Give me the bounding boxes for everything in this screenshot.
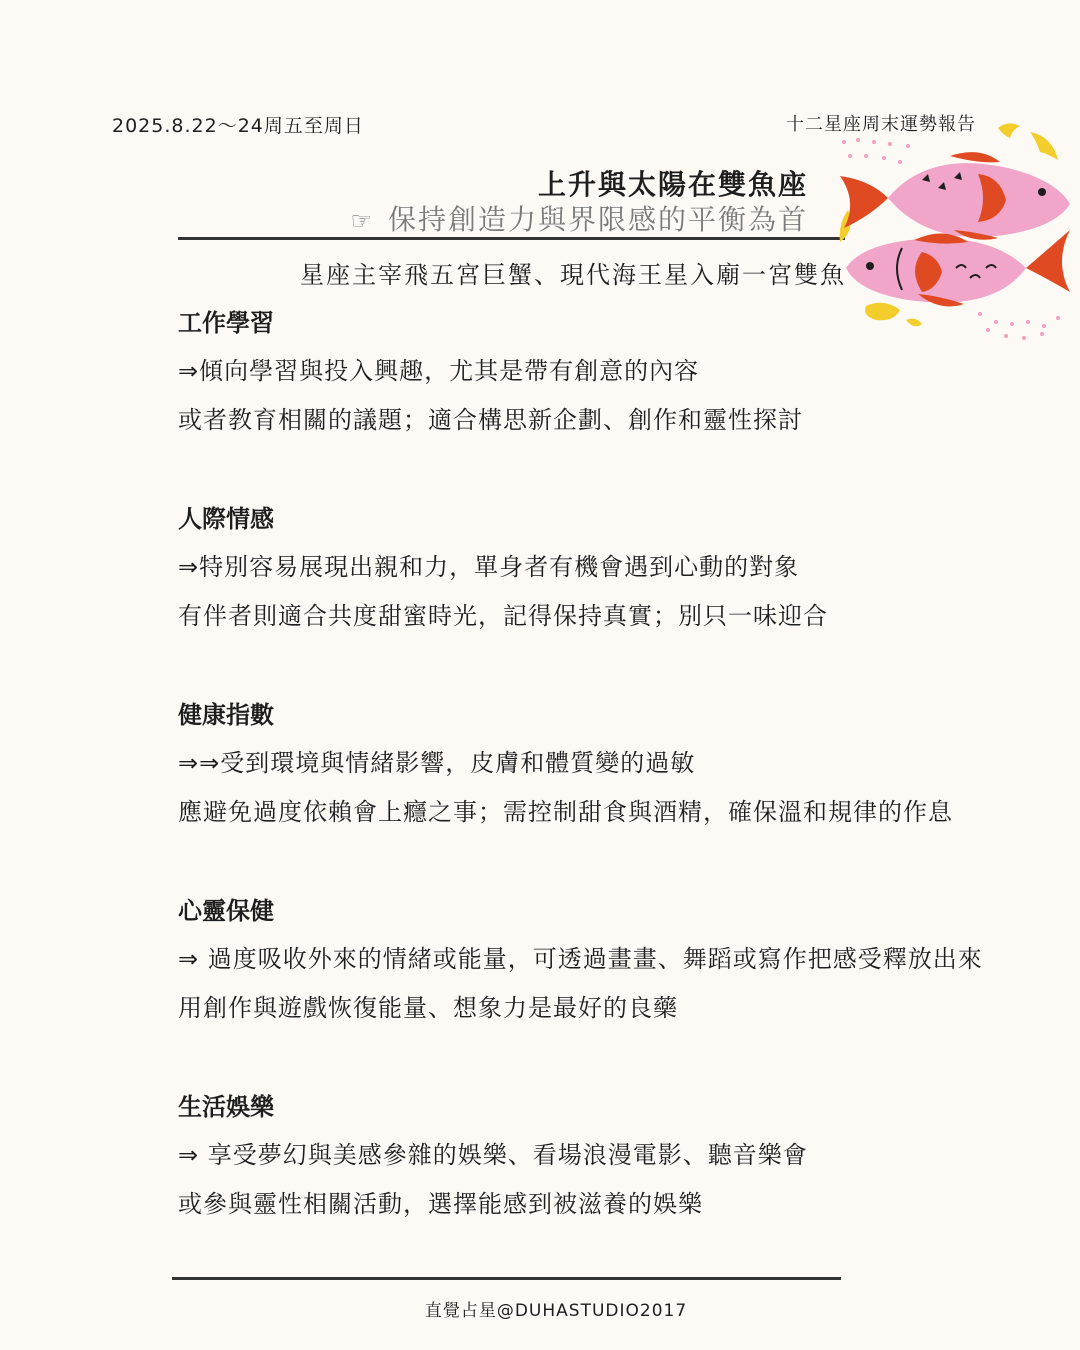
section-line: ⇒ 過度吸收外來的情緒或能量，可透過畫畫、舞蹈或寫作把感受釋放出來 bbox=[178, 945, 983, 973]
section-line: 有伴者則適合共度甜蜜時光，記得保持真實；別只一味迎合 bbox=[178, 602, 828, 630]
section-title: 心靈保健 bbox=[178, 897, 274, 925]
section-line: 或參與靈性相關活動，選擇能感到被滋養的娛樂 bbox=[178, 1190, 703, 1218]
forecast-sections bbox=[178, 306, 1038, 1286]
footer-credit: 直覺占星@DUHASTUDIO2017 bbox=[424, 1301, 688, 1321]
section-line: ⇒傾向學習與投入興趣，尤其是帶有創意的內容 bbox=[178, 357, 700, 385]
section-title: 工作學習 bbox=[178, 309, 274, 337]
ruler-info: 星座主宰飛五宮巨蟹、現代海王星入廟一宮雙魚 bbox=[300, 261, 846, 289]
section-mental-care bbox=[178, 894, 1038, 1090]
section-line: 用創作與遊戲恢復能量、想象力是最好的良藥 bbox=[178, 994, 678, 1022]
section-leisure bbox=[178, 1090, 1038, 1286]
section-line: 應避免過度依賴會上癮之事；需控制甜食與酒精，確保溫和規律的作息 bbox=[178, 798, 953, 826]
subtitle-text: 保持創造力與界限感的平衡為首 bbox=[387, 203, 808, 236]
date-range: 2025.8.22～24周五至周日 bbox=[112, 115, 364, 137]
section-health bbox=[178, 698, 1038, 894]
divider-top bbox=[178, 237, 845, 240]
page-subtitle bbox=[350, 198, 808, 238]
page-title: 上升與太陽在雙魚座 bbox=[537, 168, 808, 201]
divider-bottom bbox=[172, 1277, 841, 1280]
section-title: 生活娛樂 bbox=[178, 1093, 274, 1121]
section-title: 健康指數 bbox=[178, 701, 274, 729]
section-line: ⇒⇒受到環境與情緒影響，皮膚和體質變的過敏 bbox=[178, 749, 696, 777]
section-line: ⇒特別容易展現出親和力，單身者有機會遇到心動的對象 bbox=[178, 553, 800, 581]
section-title: 人際情感 bbox=[178, 505, 274, 533]
section-relationships bbox=[178, 502, 1038, 698]
pointing-hand-icon: ☞ bbox=[350, 207, 374, 235]
section-line: ⇒ 享受夢幻與美感參雜的娛樂、看場浪漫電影、聽音樂會 bbox=[178, 1141, 808, 1169]
section-work-study bbox=[178, 306, 1038, 502]
section-line: 或者教育相關的議題；適合構思新企劃、創作和靈性探討 bbox=[178, 406, 803, 434]
report-title: 十二星座周末運勢報告 bbox=[786, 114, 976, 135]
